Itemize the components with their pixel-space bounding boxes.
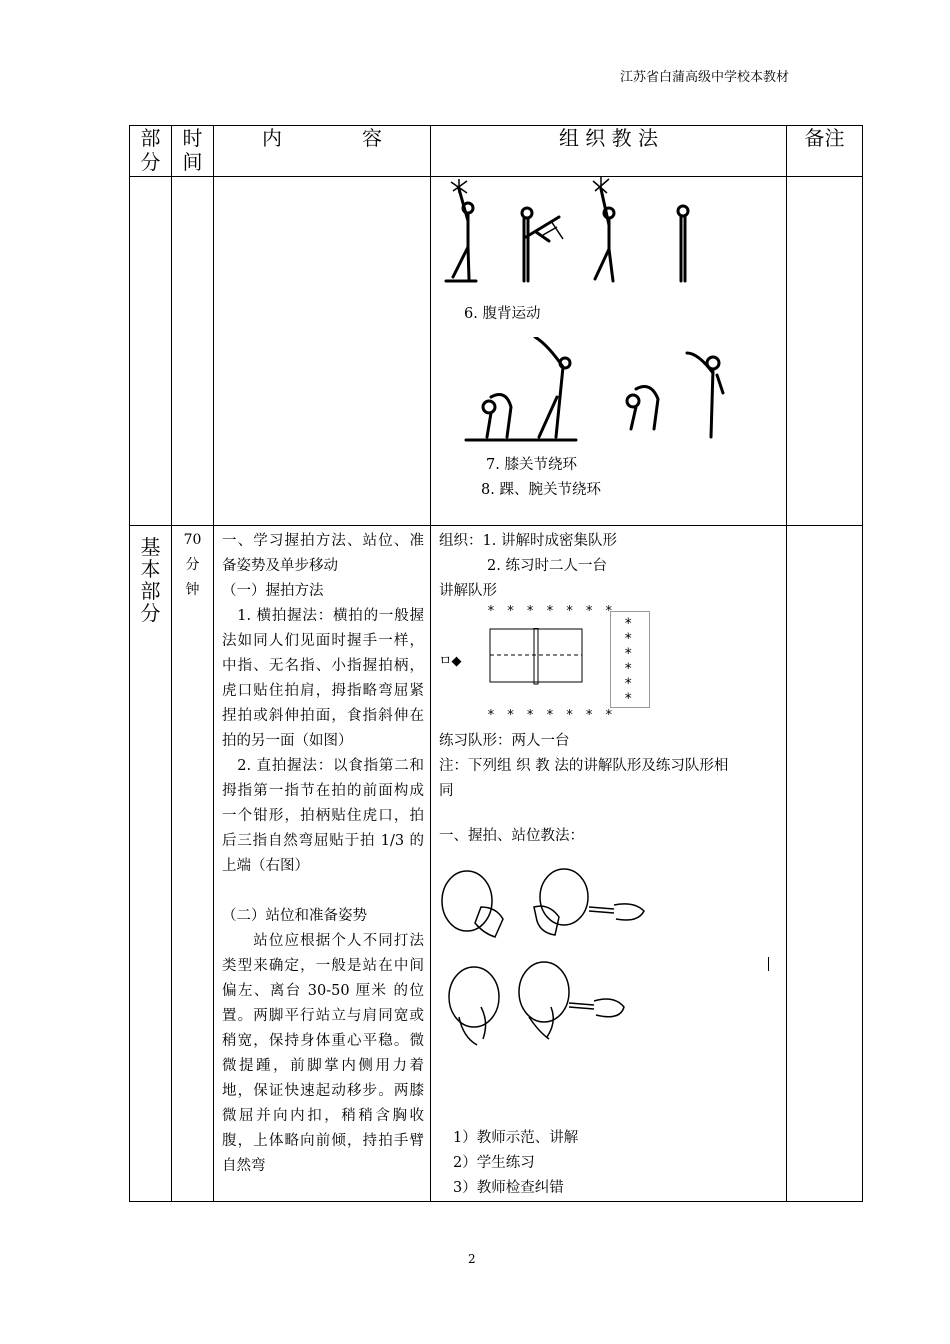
time-cell (172, 177, 214, 526)
svg-text:*: * (624, 676, 633, 692)
part-cell (130, 177, 172, 526)
formation-diagram (439, 604, 780, 729)
content-paragraph: 1. 横拍握法：横拍的一般握法如同人们见面时握手一样，中指、无名指、小指握拍柄，虎口贴住拍肩，拇指略弯屈紧捏拍或斜伸拍面，食指斜伸在拍的另一面（如图） (222, 608, 424, 749)
grip-illustration-image (439, 867, 779, 1082)
caption-abdomen-back: 6. 腹背运动 (464, 306, 541, 322)
table-row (130, 177, 863, 526)
content-paragraph (222, 879, 424, 904)
table-header-row (130, 126, 863, 177)
svg-text:*: * (624, 691, 633, 707)
org-step: 2）学生练习 (453, 1155, 535, 1171)
content-paragraph: 2. 直拍握法：以食指第二和拇指第一指节在拍的前面构成一个钳形，拍柄贴住虎口，拍后三指自然弯屈贴于拍 1/3 的上端（右图） (222, 758, 424, 874)
org-line: 练习队形：两人一台 (439, 733, 570, 749)
content-cell (214, 177, 431, 526)
org-cell (431, 177, 787, 526)
header-part: 部 分 (130, 126, 172, 177)
content-paragraph: （一）握拍方法 (222, 583, 324, 599)
lesson-table (129, 125, 863, 1202)
note-cell (787, 526, 863, 1202)
caption-ankle-wrist-circle: 8. 踝、腕关节绕环 (481, 482, 601, 498)
content-paragraph: （二）站位和准备姿势 (222, 908, 367, 924)
part-cell: 基 本 部 分 (130, 526, 172, 1202)
svg-text:*: * (624, 616, 633, 632)
student-column-right (610, 611, 650, 708)
header-time: 时 间 (172, 126, 214, 177)
svg-text:*: * (624, 661, 633, 677)
student-row-bottom: * * * * * * * (487, 708, 615, 723)
content-paragraph: 一、学习握拍方法、站位、准备姿势及单步移动 (222, 533, 424, 574)
table-row (130, 526, 863, 1202)
org-line: 同 (439, 783, 454, 799)
stretch-figures-image (431, 177, 787, 292)
content-paragraph: 站位应根据个人不同打法类型来确定，一般是站在中间偏左、离台 30-50 厘米 的位置。两脚平行站立与肩同宽或稍宽，保持身体重心平稳。微微提踵，前脚掌内侧用力着地，保证快速起动移步。两膝微屈并向内扣，稍稍含胸收腹，上体略向前倾，持拍手臂自然弯 (222, 933, 424, 1174)
svg-text:*: * (624, 631, 633, 647)
student-row-top: * * * * * * * (487, 604, 615, 619)
org-step: 1）教师示范、讲解 (453, 1130, 579, 1146)
org-line: 注：下列组 织 教 法的讲解队形及练习队形相 (439, 758, 729, 774)
org-step: 3）教师检查纠错 (453, 1180, 564, 1196)
note-cell (787, 177, 863, 526)
caption-knee-circle: 7. 膝关节绕环 (486, 457, 577, 473)
teacher-marker: ㅁ◆ (439, 654, 462, 669)
svg-text:*: * (624, 646, 633, 662)
header-note: 备注 (787, 126, 863, 177)
org-cell (431, 526, 787, 1202)
page-header: 江苏省白蒲高级中学校本教材 (620, 70, 790, 85)
bending-figures-image (461, 337, 731, 447)
org-line: 组织：1. 讲解时成密集队形 (439, 533, 617, 549)
org-line: 讲解队形 (439, 583, 497, 599)
header-content: 内 容 (214, 126, 431, 177)
time-cell: 70 分 钟 (172, 526, 214, 1202)
page-number: 2 (468, 1252, 476, 1266)
table-tennis-table-icon (489, 628, 584, 685)
org-line: 一、握拍、站位教法： (439, 828, 584, 844)
content-cell (214, 526, 431, 1202)
org-line: 2. 练习时二人一台 (487, 558, 607, 574)
header-org: 组 织 教 法 (431, 126, 787, 177)
text-cursor-mark (768, 957, 769, 971)
